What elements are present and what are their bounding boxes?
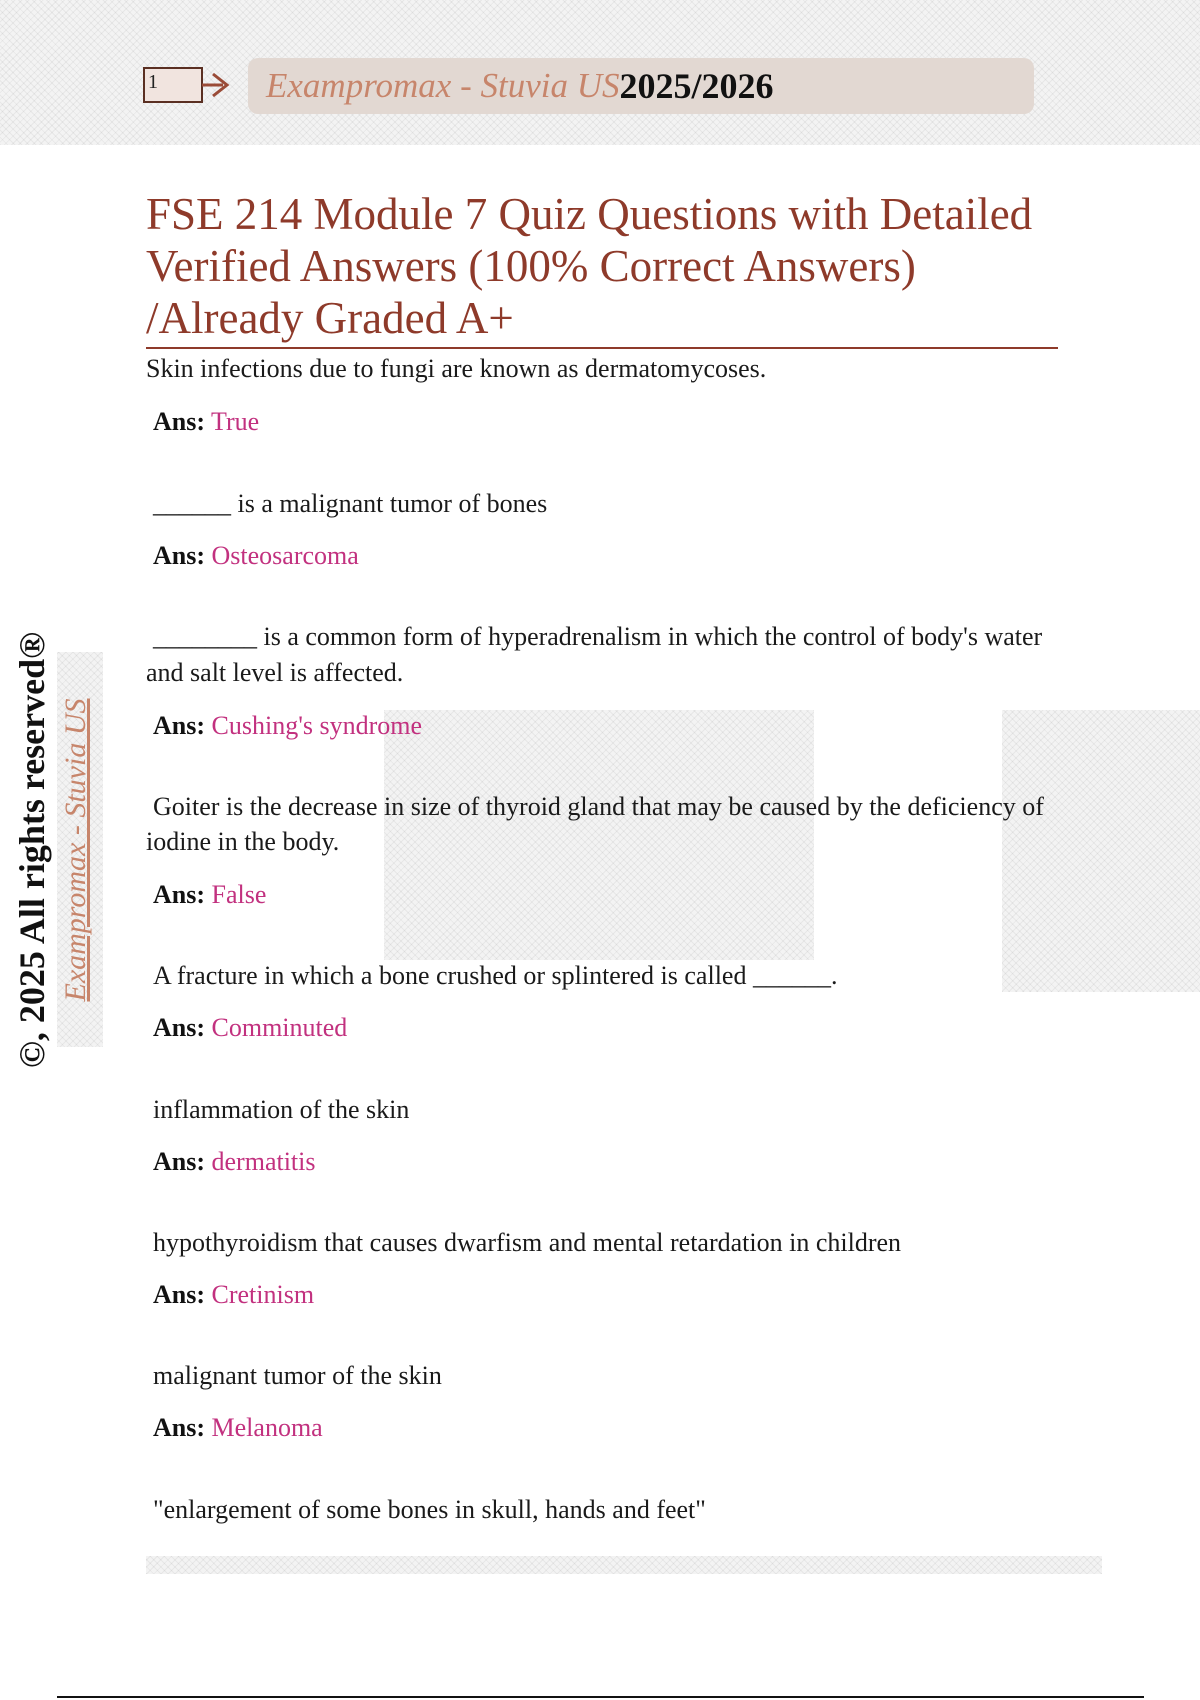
- answer-value: Cretinism: [211, 1280, 315, 1309]
- answer-value: Melanoma: [211, 1413, 323, 1442]
- answer-label: Ans:: [153, 1280, 206, 1309]
- footer-rule: [57, 1696, 1144, 1698]
- answer-value: dermatitis: [211, 1147, 316, 1176]
- watermark-strip: [146, 1556, 1102, 1574]
- header-banner: [248, 58, 1034, 114]
- answer-line: [153, 1010, 1053, 1045]
- banner-year: 2025/2026: [619, 66, 774, 106]
- banner-brand: Exampromax - Stuvia US: [266, 66, 620, 105]
- answer-value: Comminuted: [211, 1013, 348, 1042]
- answer-label: Ans:: [153, 880, 206, 909]
- answer-line: [153, 1277, 1053, 1312]
- title-underline: [146, 347, 1058, 349]
- page-number: 1: [148, 71, 158, 93]
- answer-value: False: [211, 880, 267, 909]
- qa-item: [146, 1225, 1053, 1312]
- question-text: hypothyroidism that causes dwarfism and mental retardation in children: [153, 1228, 902, 1257]
- answer-line: [146, 708, 1046, 743]
- answer-label: Ans:: [153, 541, 206, 570]
- question-text: inflammation of the skin: [153, 1095, 410, 1124]
- question-text: A fracture in which a bone crushed or splintered is called ______.: [153, 961, 838, 990]
- qa-item: [146, 486, 1053, 573]
- question-text: ________ is a common form of hyperadrenalism in which the control of body's water and salt level is affected.: [146, 622, 1043, 687]
- answer-label: Ans:: [153, 711, 206, 740]
- copyright-notice: ©, 2025 All rights reserved®: [12, 631, 52, 1069]
- qa-item: [146, 1358, 1053, 1445]
- question-text: Goiter is the decrease in size of thyroid gland that may be caused by the deficiency of iodine in the body.: [146, 792, 1044, 856]
- answer-value: Cushing's syndrome: [211, 711, 423, 740]
- side-brand: Exampromax - Stuvia US: [59, 698, 92, 1002]
- answer-line: [153, 1144, 1053, 1179]
- qa-item: [146, 1092, 1053, 1179]
- answer-line: [153, 538, 1053, 573]
- answer-line: [146, 404, 1046, 439]
- question-text: ______ is a malignant tumor of bones: [153, 489, 548, 518]
- question-text: Skin infections due to fungi are known as dermatomycoses.: [146, 354, 767, 383]
- qa-item: [146, 351, 1046, 439]
- answer-label: Ans:: [153, 1013, 206, 1042]
- answer-value: True: [211, 407, 260, 436]
- question-text: malignant tumor of the skin: [153, 1361, 442, 1390]
- qa-item: [146, 789, 1046, 912]
- answer-line: [146, 877, 1046, 912]
- question-text: "enlargement of some bones in skull, hands and feet": [153, 1495, 706, 1524]
- answer-value: Osteosarcoma: [211, 541, 359, 570]
- qa-item: [146, 1492, 1053, 1527]
- qa-item: [146, 619, 1046, 743]
- answer-label: Ans:: [153, 407, 206, 436]
- qa-item: [146, 958, 1053, 1045]
- answer-label: Ans:: [153, 1413, 206, 1442]
- answer-line: [153, 1410, 1053, 1445]
- answer-label: Ans:: [153, 1147, 206, 1176]
- document-title: FSE 214 Module 7 Quiz Questions with Detailed Verified Answers (100% Correct Answers) /Already Graded A+: [146, 189, 1033, 343]
